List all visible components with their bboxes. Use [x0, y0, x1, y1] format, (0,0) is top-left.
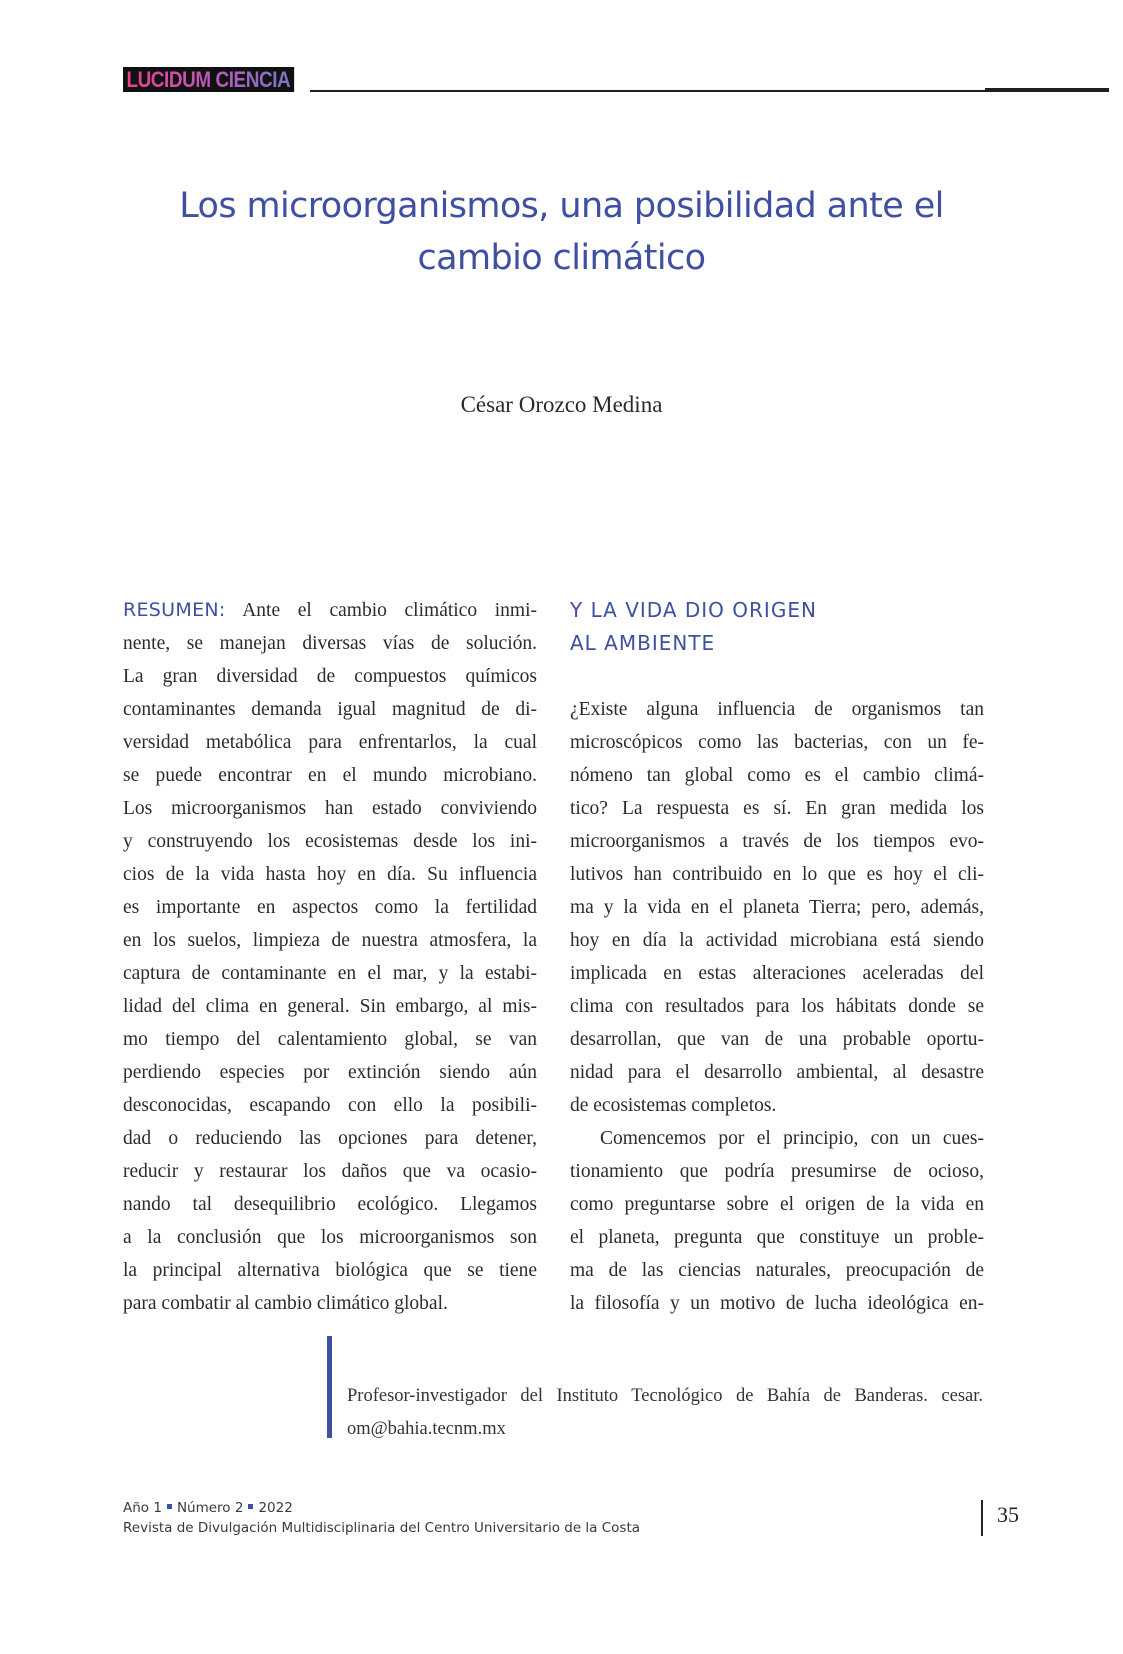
- paragraph-2: [570, 1122, 984, 1320]
- journal-brand: [123, 67, 294, 92]
- abstract-line: a la conclusión que los microorganismos son: [123, 1227, 537, 1248]
- abstract-line: en los suelos, limpieza de nuestra atmosfera, la: [123, 930, 537, 951]
- paragraph-line: la filosofía y un motivo de lucha ideológica en-: [570, 1293, 984, 1314]
- abstract-line: la principal alternativa biológica que se tiene: [123, 1260, 537, 1281]
- title-line: cambio climático: [417, 238, 706, 278]
- article-title: [150, 180, 973, 284]
- abstract-line: contaminantes demanda igual magnitud de di-: [123, 699, 537, 720]
- section-body: [570, 594, 984, 1320]
- paragraph-line: nómeno tan global como es el cambio climá-: [570, 765, 984, 786]
- abstract-line: nente, se manejan diversas vías de solución.: [123, 633, 537, 654]
- header-rule: [310, 90, 985, 92]
- paragraph-line: tico? La respuesta es sí. En gran medida los: [570, 798, 984, 819]
- abstract-text: Ante el cambio climático inmi-: [242, 600, 537, 621]
- abstract-line: es importante en aspectos como la fertilidad: [123, 897, 537, 918]
- paragraph-line: clima con resultados para los hábitats donde se: [570, 996, 984, 1017]
- abstract-line: Los microorganismos han estado conviviendo: [123, 798, 537, 819]
- abstract-line: perdiendo especies por extinción siendo aún: [123, 1062, 537, 1083]
- issue-info: [123, 1498, 640, 1518]
- author-footnote: [347, 1380, 983, 1446]
- bullet-icon: [167, 1504, 172, 1509]
- abstract-line: para combatir al cambio climático global.: [123, 1293, 448, 1314]
- abstract-line: lidad del clima en general. Sin embargo, al mis-: [123, 996, 537, 1017]
- abstract-line: [123, 594, 537, 627]
- section-heading-line: Y LA VIDA DIO ORIGEN: [570, 598, 817, 622]
- paragraph-line: implicada en estas alteraciones aceleradas del: [570, 963, 984, 984]
- abstract-line: cios de la vida hasta hoy en día. Su influencia: [123, 864, 537, 885]
- abstract: [123, 594, 537, 1320]
- abstract-line: reducir y restaurar los daños que va ocasio-: [123, 1161, 537, 1182]
- paragraph-line: nidad para el desarrollo ambiental, al desastre: [570, 1062, 984, 1083]
- footer-issue: Número 2: [176, 1500, 244, 1516]
- paragraph-line: como preguntarse sobre el origen de la vida en: [570, 1194, 984, 1215]
- abstract-line: captura de contaminante en el mar, y la estabi-: [123, 963, 537, 984]
- section-heading: [570, 594, 984, 660]
- bullet-icon: [248, 1504, 253, 1509]
- paragraph-1: [570, 693, 984, 1122]
- footnote-line: Profesor-investigador del Instituto Tecnológico de Bahía de Banderas. cesar.: [347, 1386, 983, 1406]
- paragraph-line: ¿Existe alguna influencia de organismos tan: [570, 699, 984, 720]
- footer-year: Año 1: [123, 1500, 162, 1516]
- title-line: Los microorganismos, una posibilidad ante el: [179, 186, 944, 226]
- paragraph-line: de ecosistemas completos.: [570, 1095, 777, 1116]
- section-heading-line: AL AMBIENTE: [570, 631, 716, 655]
- paragraph-line: Comencemos por el principio, con un cues-: [600, 1128, 984, 1149]
- abstract-label: RESUMEN:: [123, 599, 226, 621]
- footnote-bar: [327, 1336, 332, 1438]
- article-author: César Orozco Medina: [460, 392, 663, 417]
- paragraph-line: hoy en día la actividad microbiana está siendo: [570, 930, 984, 951]
- abstract-line: se puede encontrar en el mundo microbiano.: [123, 765, 537, 786]
- paragraph-line: microscópicos como las bacterias, con un fe-: [570, 732, 984, 753]
- paragraph-line: ma de las ciencias naturales, preocupación de: [570, 1260, 984, 1281]
- abstract-line: La gran diversidad de compuestos químicos: [123, 666, 537, 687]
- paragraph-line: microorganismos a través de los tiempos evo-: [570, 831, 984, 852]
- paragraph-line: tionamiento que podría presumirse de ocioso,: [570, 1161, 984, 1182]
- abstract-line: mo tiempo del calentamiento global, se van: [123, 1029, 537, 1050]
- paragraph-line: ma y la vida en el planeta Tierra; pero, además,: [570, 897, 984, 918]
- abstract-line: dad o reduciendo las opciones para detener,: [123, 1128, 537, 1149]
- page-number-separator: [981, 1500, 983, 1536]
- footnote-email[interactable]: om@bahia.tecnm.mx: [347, 1419, 506, 1439]
- journal-name: Revista de Divulgación Multidisciplinaria del Centro Universitario de la Costa: [123, 1520, 641, 1536]
- abstract-line: y construyendo los ecosistemas desde los ini-: [123, 831, 537, 852]
- paragraph-line: lutivos han contribuido en lo que es hoy el cli-: [570, 864, 984, 885]
- page-number: 35: [997, 1502, 1019, 1527]
- page-footer: [123, 1498, 640, 1538]
- abstract-line: nando tal desequilibrio ecológico. Llegamos: [123, 1194, 537, 1215]
- footer-date: 2022: [258, 1500, 293, 1516]
- abstract-line: versidad metabólica para enfrentarlos, la cual: [123, 732, 537, 753]
- header-rule-accent: [985, 88, 1109, 92]
- paragraph-line: desarrollan, que van de una probable oportu-: [570, 1029, 984, 1050]
- paragraph-line: el planeta, pregunta que constituye un proble-: [570, 1227, 984, 1248]
- abstract-line: desconocidas, escapando con ello la posibili-: [123, 1095, 537, 1116]
- brand-text: LUCIDUM CIENCIA: [126, 67, 291, 92]
